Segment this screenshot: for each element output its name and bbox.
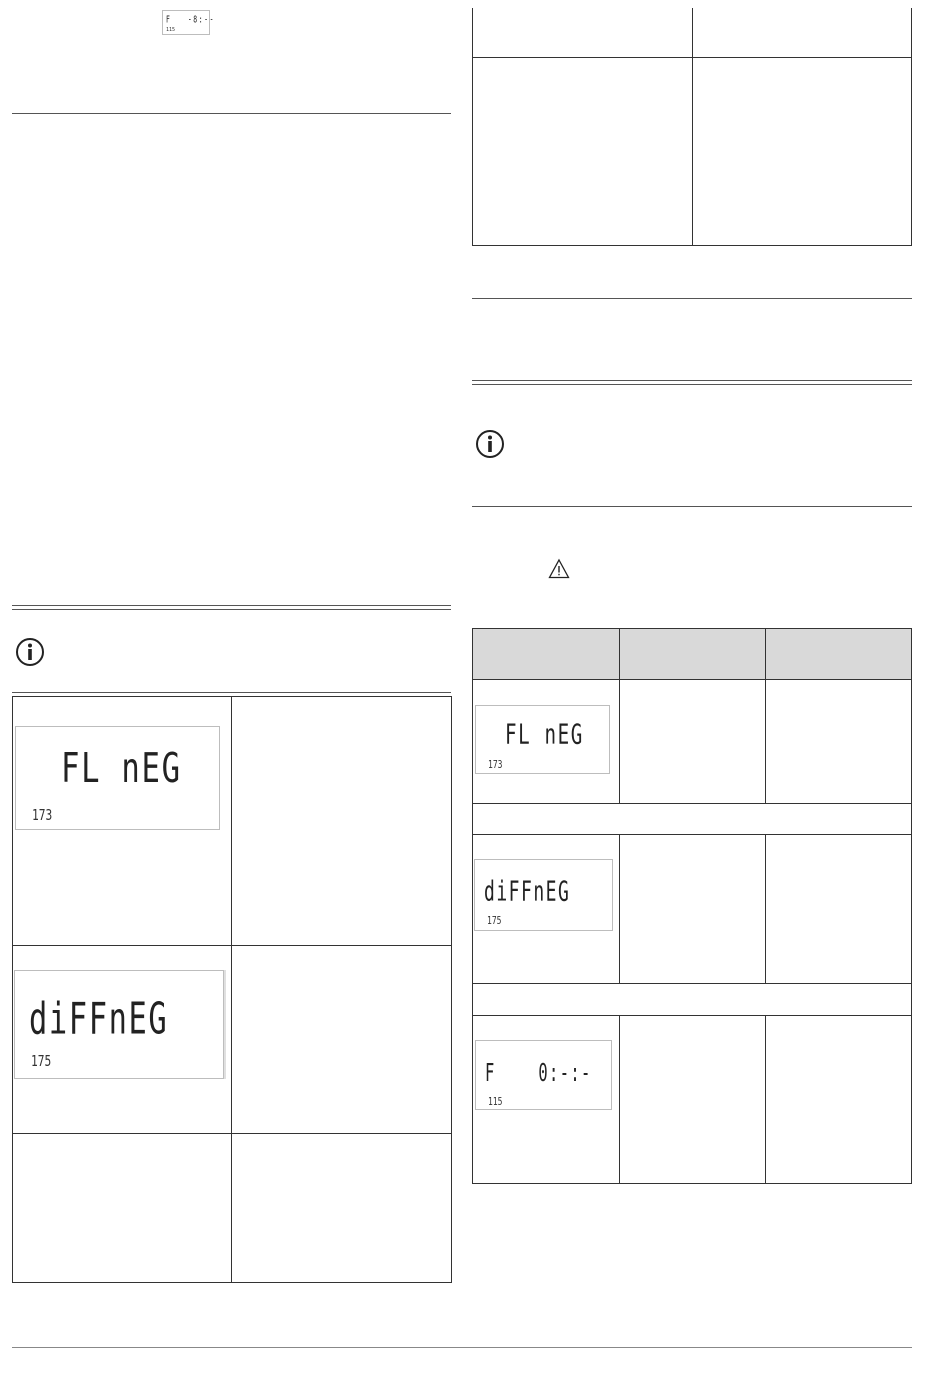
lcd-main-text: diFFnEG [29,993,169,1044]
table-column-divider [765,1015,766,1184]
lcd-code: 115 [166,27,176,33]
section-rule [472,506,912,507]
table-row-divider [472,1015,912,1016]
table-column-divider [765,834,766,983]
lcd-display-diffneg [14,970,224,1079]
table-column-divider [231,696,232,1283]
section-double-rule [12,605,451,610]
section-rule [472,298,912,299]
lcd-main-text: FL nEG [505,718,584,751]
table-row-divider [472,983,912,984]
lcd-code: 115 [488,1096,503,1109]
info-icon [475,429,505,459]
lcd-main-text: diFFnEG [484,875,571,908]
table-column-divider [765,628,766,803]
lcd-code: 175 [487,915,502,928]
lcd-display-fl-neg [15,726,220,830]
lcd-code: 173 [32,807,53,825]
table-column-divider [619,1015,620,1184]
lcd-display-f-0 [475,1040,612,1110]
table-header-divider [472,679,912,680]
lcd-main-text: FL nEG [61,745,182,793]
lcd-code: 173 [488,759,503,772]
table-row-divider [472,834,912,835]
section-rule [12,113,451,114]
lcd-thumbnail [162,10,216,35]
table-row-divider [12,945,452,946]
lcd-display-diffneg [474,859,613,931]
footer-rule [12,1347,912,1348]
table-row-divider [472,57,912,58]
section-double-rule [472,380,912,385]
table-column-divider [692,8,693,246]
warning-triangle-icon [548,558,570,580]
info-icon [15,637,45,667]
table-row-divider [12,1133,452,1134]
table-column-divider [619,834,620,983]
lcd-main-text: F -8:-- [166,14,216,25]
section-rule [12,692,451,693]
lcd-code: 175 [31,1053,52,1071]
table-row-divider [472,803,912,804]
lcd-display-fl-neg [475,705,610,774]
table-column-divider [619,628,620,803]
lcd-main-text: F 0:-:- [485,1059,592,1088]
